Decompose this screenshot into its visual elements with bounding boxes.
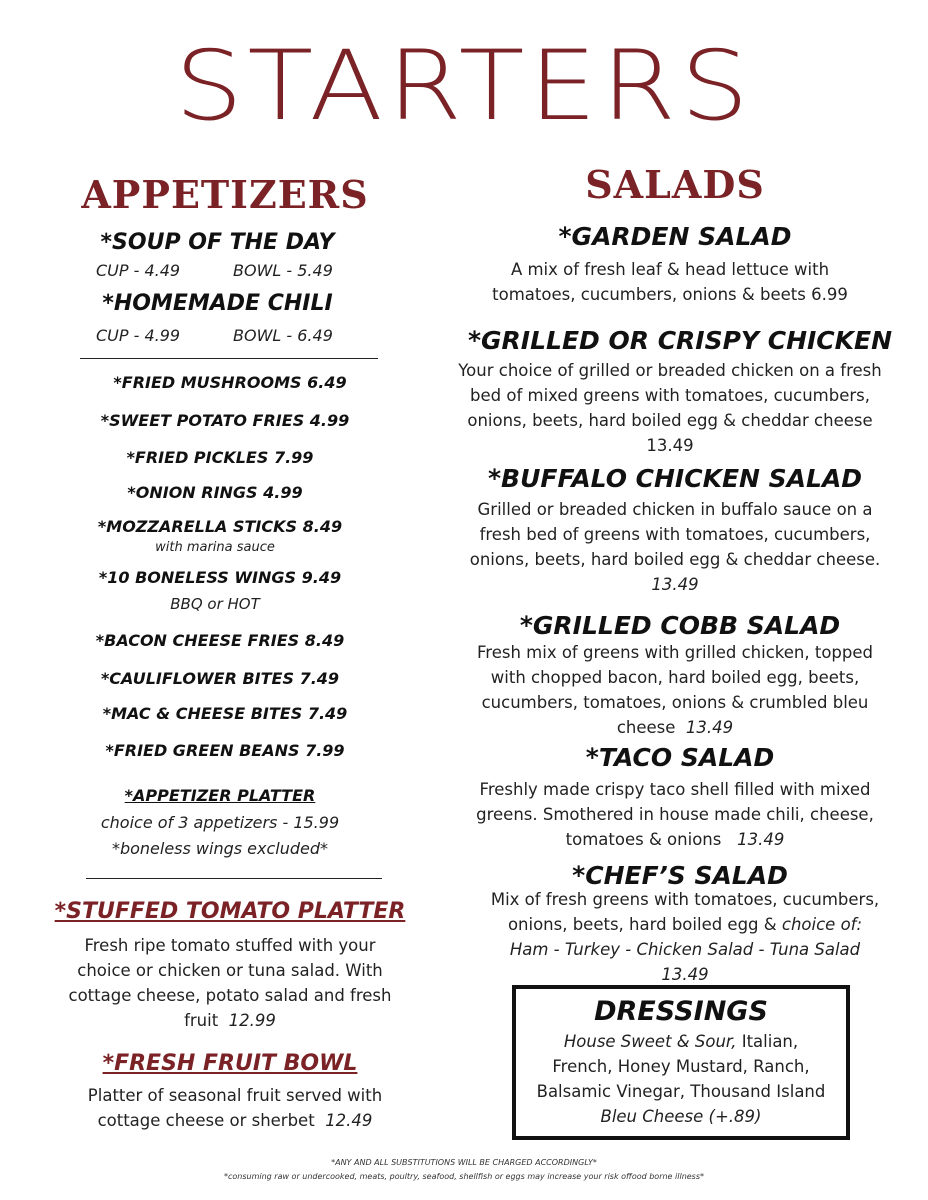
taco-salad: *TACO SALAD (585, 743, 775, 772)
soup-bowl-price: BOWL - 5.49 (233, 261, 333, 280)
soup-cup-price: CUP - 4.49 (96, 261, 181, 280)
menu-item: *SWEET POTATO FRIES 4.99 (100, 411, 350, 430)
grilled-cobb-salad: *GRILLED COBB SALAD (519, 611, 841, 640)
appetizers-heading: APPETIZERS (81, 172, 369, 217)
fruit-bowl-description: Platter of seasonal fruit served with cottage cheese or sherbet 12.49 (87, 1086, 383, 1130)
menu-item: *FRIED MUSHROOMS 6.49 (113, 373, 347, 392)
menu-item: *ONION RINGS 4.99 (127, 483, 303, 502)
menu-item: *FRIED GREEN BEANS 7.99 (105, 741, 345, 760)
menu-item: *FRIED PICKLES 7.99 (126, 448, 314, 467)
menu-item-note: with marina sauce (155, 540, 275, 555)
appetizer-platter: *APPETIZER PLATTER (124, 786, 316, 805)
grilled-crispy-description: Your choice of grilled or breaded chicken on a fresh bed of mixed greens with tomatoes, cucumbers, onions, beets, hard boiled egg & cheddar cheese 13.49 (430, 358, 910, 458)
grilled-crispy-chicken: *GRILLED OR CRISPY CHICKEN (467, 326, 893, 355)
stuffed-tomato-platter: *STUFFED TOMATO PLATTER (54, 899, 406, 924)
chef-description: Mix of fresh greens with tomatoes, cucumbers, onions, beets, hard boiled egg & choice of: Ham - Turkey - Chicken Salad - Tuna Salad 13.49 (450, 887, 920, 987)
platter-description: choice of 3 appetizers - 15.99 (100, 813, 340, 832)
homemade-chili: *HOMEMADE CHILI (102, 291, 333, 316)
price: 13.49 (685, 718, 734, 737)
garden-salad-description: A mix of fresh leaf & head lettuce with tomatoes, cucumbers, onions & beets 6.99 (492, 260, 848, 304)
chili-bowl-price: BOWL - 6.49 (233, 326, 333, 345)
price: 13.49 (661, 965, 709, 984)
dressings-list: House Sweet & Sour, Italian, French, Honey Mustard, Ranch, Balsamic Vinegar, Thousand Island Bleu Cheese (+.89) (536, 1032, 826, 1126)
buffalo-chicken-salad: *BUFFALO CHICKEN SALAD (487, 464, 863, 493)
buffalo-description: Grilled or breaded chicken in buffalo sauce on a fresh bed of greens with tomatoes, cucumbers, onions, beets, hard boiled egg & cheddar cheese. 13.49 (440, 497, 910, 597)
cobb-description: Fresh mix of greens with grilled chicken, topped with chopped bacon, hard boiled egg, beets, cucumbers, tomatoes, onions & crumbled bleu cheese 13.49 (477, 643, 873, 737)
fresh-fruit-bowl: *FRESH FRUIT BOWL (102, 1051, 358, 1076)
dressings-heading: DRESSINGS (594, 996, 768, 1027)
price: 13.49 (651, 575, 699, 594)
price: 12.49 (325, 1111, 373, 1130)
menu-item: *MAC & CHEESE BITES 7.49 (102, 704, 348, 723)
divider-line (86, 878, 382, 879)
page-title: STARTERS (174, 30, 754, 142)
taco-description: Freshly made crispy taco shell filled with mixed greens. Smothered in house made chili, cheese, tomatoes & onions 13.49 (476, 780, 874, 849)
menu-item: *10 BONELESS WINGS 9.49 (98, 568, 342, 587)
stuffed-tomato-description: Fresh ripe tomato stuffed with your choice or chicken or tuna salad. With cottage cheese, potato salad and fresh fruit 12.99 (68, 936, 392, 1030)
menu-item-note: BBQ or HOT (170, 595, 260, 613)
salads-heading: SALADS (585, 162, 765, 207)
price: 12.99 (228, 1011, 276, 1030)
menu-item: *MOZZARELLA STICKS 8.49 (97, 517, 343, 536)
garden-salad: *GARDEN SALAD (558, 222, 792, 251)
menu-item: *CAULIFLOWER BITES 7.49 (100, 669, 340, 688)
divider-line (80, 358, 378, 359)
chefs-salad: *CHEF’S SALAD (572, 861, 788, 890)
substitution-notice: *ANY AND ALL SUBSTITUTIONS WILL BE CHARGED ACCORDINGLY* (331, 1158, 597, 1167)
soup-of-the-day: *SOUP OF THE DAY (100, 230, 335, 255)
price: 13.49 (646, 436, 694, 455)
price: 13.49 (737, 830, 785, 849)
chili-cup-price: CUP - 4.99 (96, 326, 181, 345)
platter-note: *boneless wings excluded* (111, 839, 329, 858)
food-safety-notice: *consuming raw or undercooked, meats, poultry, seafood, shellfish or eggs may increase your risk offood borne illness* (223, 1172, 705, 1181)
menu-item: *BACON CHEESE FRIES 8.49 (95, 631, 345, 650)
